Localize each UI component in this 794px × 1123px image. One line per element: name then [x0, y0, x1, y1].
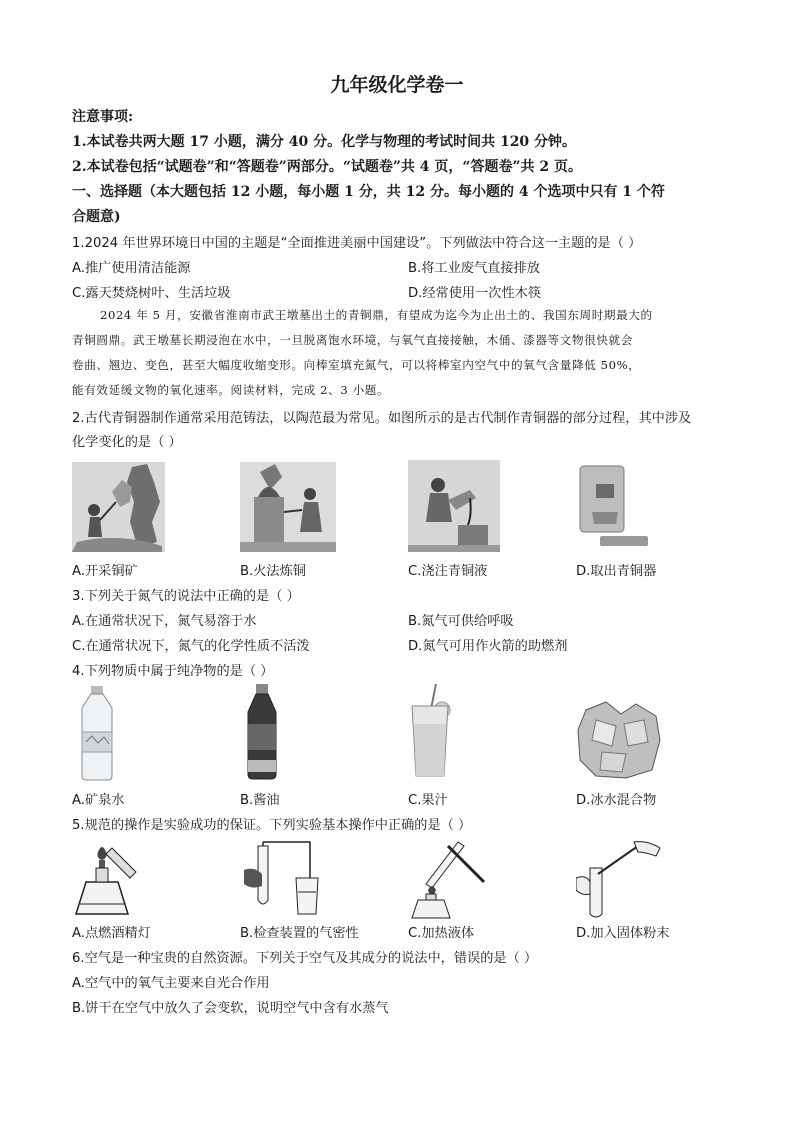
question-2-option-c[interactable]: C.浇注青铜液 — [408, 564, 488, 579]
question-6-option-a[interactable]: A.空气中的氧气主要来自光合作用 — [72, 976, 270, 991]
ice-water-image — [576, 700, 662, 780]
reading-passage-line-4: 能有效延缓文物的氧化速率。阅读材料，完成 2、3 小题。 — [72, 383, 390, 397]
mining-illustration — [72, 462, 165, 552]
juice-glass-image — [408, 684, 452, 780]
question-2-option-d[interactable]: D.取出青铜器 — [576, 564, 657, 579]
question-1-stem: 1.2024 年世界环境日中国的主题是“全面推进美丽中国建设”。下列做法中符合这一主题的是（ ） — [72, 236, 642, 251]
question-2-option-a[interactable]: A.开采铜矿 — [72, 564, 138, 579]
question-2-option-b[interactable]: B.火法炼铜 — [240, 564, 306, 579]
pouring-illustration — [408, 460, 500, 552]
question-2-stem: 2.古代青铜器制作通常采用范铸法，以陶范最为常见。如图所示的是古代制作青铜器的部分过程，其中涉及 — [72, 411, 692, 426]
question-5-option-b[interactable]: B.检查装置的气密性 — [240, 926, 359, 941]
page-title: 九年级化学卷一 — [330, 74, 464, 96]
question-3-option-a[interactable]: A.在通常状况下，氮气易溶于水 — [72, 614, 257, 629]
question-5-option-d[interactable]: D.加入固体粉末 — [576, 926, 670, 941]
alcohol-lamp-illustration — [72, 842, 142, 918]
question-3-option-b[interactable]: B.氮气可供给呼吸 — [408, 614, 514, 629]
notice-heading: 注意事项: — [72, 109, 134, 125]
question-3-option-c[interactable]: C.在通常状况下，氮气的化学性质不活泼 — [72, 639, 310, 654]
bronze-vessel-illustration — [578, 462, 660, 552]
notice-item-2: 2.本试卷包括“试题卷”和“答题卷”两部分。“试题卷”共 4 页，“答题卷”共 2 页。 — [72, 159, 583, 175]
notice-item-1: 1.本试卷共两大题 17 小题，满分 40 分。化学与物理的考试时间共 120 分钟。 — [72, 134, 577, 150]
question-3-stem: 3.下列关于氮气的说法中正确的是（ ） — [72, 589, 300, 604]
question-2-stem-cont: 化学变化的是（ ） — [72, 435, 182, 450]
question-5-option-a[interactable]: A.点燃酒精灯 — [72, 926, 151, 941]
question-4-option-d[interactable]: D.冰水混合物 — [576, 793, 657, 808]
question-6-stem: 6.空气是一种宝贵的自然资源。下列关于空气及其成分的说法中，错误的是（ ） — [72, 951, 538, 966]
soy-sauce-bottle-image — [240, 684, 284, 780]
question-3-option-d[interactable]: D.氮气可用作火箭的助燃剂 — [408, 639, 568, 654]
adding-powder-illustration — [576, 838, 666, 920]
smelting-illustration — [240, 462, 336, 552]
airtightness-check-illustration — [240, 840, 320, 918]
water-bottle-image — [72, 686, 122, 781]
question-4-option-c[interactable]: C.果汁 — [408, 793, 448, 808]
question-5-option-c[interactable]: C.加热液体 — [408, 926, 475, 941]
reading-passage-line-1: 2024 年 5 月，安徽省淮南市武王墩墓出土的青铜鼎，有望成为迄今为止出土的、我国东周时期最大的 — [100, 308, 653, 322]
section-heading-cont: 合题意) — [72, 209, 121, 225]
question-4-option-b[interactable]: B.酱油 — [240, 793, 280, 808]
question-4-option-a[interactable]: A.矿泉水 — [72, 793, 125, 808]
question-5-stem: 5.规范的操作是实验成功的保证。下列实验基本操作中正确的是（ ） — [72, 818, 472, 833]
section-heading: 一、选择题（本大题包括 12 小题，每小题 1 分，共 12 分。每小题的 4 个选项中只有 1 个符 — [72, 184, 665, 200]
reading-passage-line-3: 卷曲、翘边、变色，甚至大幅度收缩变形。向棒室填充氮气，可以将棒室内空气中的氧气含量降低 50%， — [72, 358, 641, 372]
question-1-option-d[interactable]: D.经常使用一次性木筷 — [408, 286, 542, 301]
question-1-option-b[interactable]: B.将工业废气直接排放 — [408, 261, 540, 276]
question-4-stem: 4.下列物质中属于纯净物的是（ ） — [72, 664, 274, 679]
question-1-option-c[interactable]: C.露天焚烧树叶、生活垃圾 — [72, 286, 231, 301]
question-1-option-a[interactable]: A.推广使用清洁能源 — [72, 261, 191, 276]
heating-liquid-illustration — [408, 838, 488, 920]
reading-passage-line-2: 青铜圆鼎。武王墩墓长期浸泡在水中，一旦脱离饱水环境，与氧气直接接触，木俑、漆器等文物很快就会 — [72, 333, 633, 347]
question-6-option-b[interactable]: B.饼干在空气中放久了会变软，说明空气中含有水蒸气 — [72, 1001, 389, 1016]
